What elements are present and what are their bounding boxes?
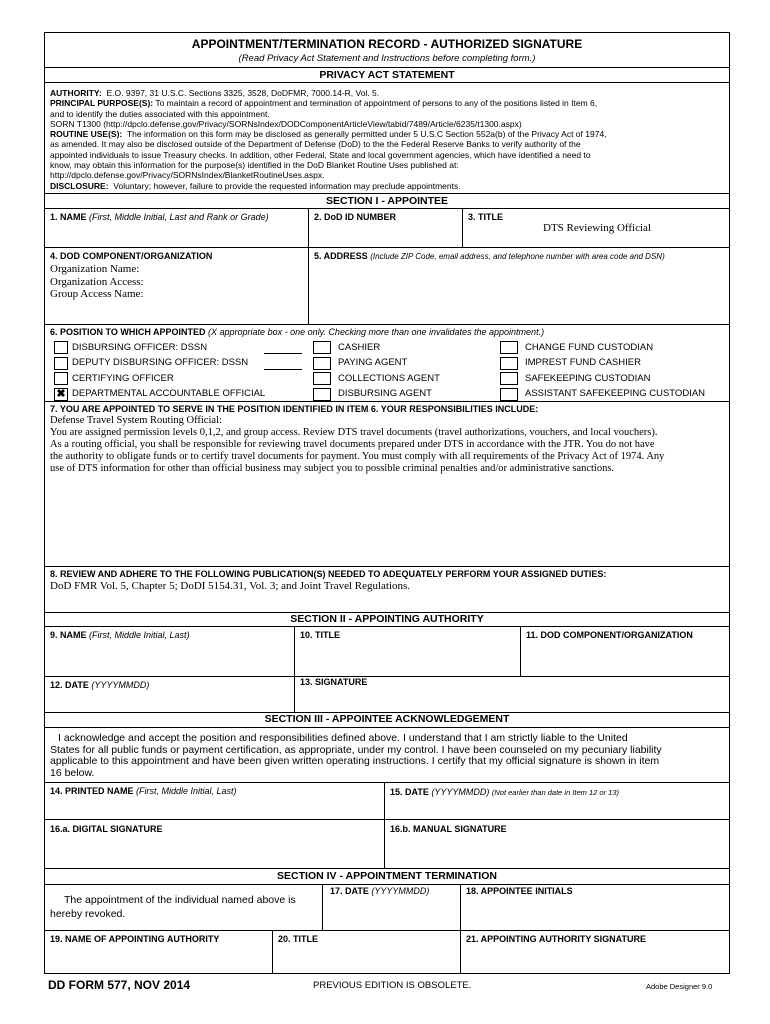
item4-organization-field[interactable] xyxy=(50,263,304,301)
privacy-heading: PRIVACY ACT STATEMENT xyxy=(319,69,455,81)
section3-heading: SECTION III - APPOINTEE ACKNOWLEDGEMENT xyxy=(264,713,510,725)
item17-label: 17. DATE (YYYYMMDD) xyxy=(330,886,430,896)
form-id: DD FORM 577, NOV 2014 xyxy=(48,978,191,992)
revocation-line: The appointment of the individual named above is xyxy=(64,894,296,906)
authority-text: E.O. 9397, 31 U.S.C. Sections 3325, 3528, DoDFMR, 7000.14-R, Vol. 5. xyxy=(106,88,380,98)
item2-label: 2. DoD ID NUMBER xyxy=(314,212,397,222)
routine-uses-link[interactable]: http://dpclo.defense.gov/Privacy/SORNsIndex/BlanketRoutineUses.aspx. xyxy=(50,170,325,181)
item8-label: 8. REVIEW AND ADHERE TO THE FOLLOWING PUBLICATION(S) NEEDED TO ADEQUATELY PERFORM YOUR ASSIGNED DUTIES: xyxy=(50,569,607,579)
option-assistant-safekeeping-custodian: ASSISTANT SAFEKEEPING CUSTODIAN xyxy=(525,388,706,399)
checkbox-paying-agent[interactable] xyxy=(313,357,331,370)
item20-title-field[interactable] xyxy=(274,946,458,973)
section1-heading: SECTION I - APPOINTEE xyxy=(325,195,449,207)
item21-signature-field[interactable] xyxy=(462,946,728,973)
item3-label: 3. TITLE xyxy=(468,212,504,222)
responsibility-line: Defense Travel System Routing Official: xyxy=(50,415,222,426)
item15-label: 15. DATE (YYYYMMDD) (Not earlier than date in Item 12 or 13) xyxy=(390,787,620,797)
routine-text-2: as amended. It may also be disclosed outside of the Department of Defense (DoD) to the the Federal Reserve Banks to verify authority of the xyxy=(50,139,581,150)
checkbox-disbursing-agent[interactable] xyxy=(313,388,331,401)
option-imprest-fund-cashier: IMPREST FUND CASHIER xyxy=(525,357,641,368)
option-certifying-officer: CERTIFYING OFFICER xyxy=(72,373,174,384)
acknowledgement-line: I acknowledge and accept the position and responsibilities defined above. I understand that I am strictly liable to the United xyxy=(58,732,628,744)
item17-date-field[interactable] xyxy=(324,898,458,929)
item4-label: 4. DOD COMPONENT/ORGANIZATION xyxy=(50,251,213,261)
acknowledgement-text xyxy=(50,733,726,779)
item13-signature-field[interactable] xyxy=(296,690,728,712)
designer-note: Adobe Designer 9.0 xyxy=(646,982,713,991)
checkbox-cashier[interactable] xyxy=(313,341,331,354)
item7-label: 7. YOU ARE APPOINTED TO SERVE IN THE POSITION IDENTIFIED IN ITEM 6. YOUR RESPONSIBILITIES INCLUDE: xyxy=(50,404,539,414)
item15-date-field[interactable] xyxy=(386,799,728,818)
item14-printed-name-field[interactable] xyxy=(46,798,382,818)
item7-responsibilities-field[interactable] xyxy=(50,415,726,475)
routine-text: The information on this form may be disclosed as generally permitted under 5 U.S.C Section 552a(b) of the Privacy Act of 1974, xyxy=(126,129,607,140)
checkbox-imprest-fund-cashier[interactable] xyxy=(500,357,518,370)
option-departmental-accountable-official: DEPARTMENTAL ACCOUNTABLE OFFICIAL xyxy=(72,388,266,399)
checkbox-change-fund-custodian[interactable] xyxy=(500,341,518,354)
responsibility-line: use of DTS information for other than official business may subject you to possible criminal penalties and/or administrative sanctions. xyxy=(50,463,615,474)
purpose-text-2: and to identify the duties associated with this appointment. xyxy=(50,108,270,119)
item1-name-field[interactable] xyxy=(46,224,306,246)
item5-label: 5. ADDRESS (Include ZIP Code, email address, and telephone number with area code and DSN) xyxy=(314,251,665,261)
item2-dod-id-field[interactable] xyxy=(310,224,460,246)
item19-name-field[interactable] xyxy=(46,946,270,973)
group-access-line: Group Access Name: xyxy=(50,288,144,301)
responsibility-line: As a routing official, you shall be responsible for reviewing travel documents prepared under DTS in accordance with the JTR. You do not have xyxy=(50,439,655,450)
checkbox-assistant-safekeeping-custodian[interactable] xyxy=(500,388,518,401)
option-safekeeping-custodian: SAFEKEEPING CUSTODIAN xyxy=(525,373,651,384)
item19-label: 19. NAME OF APPOINTING AUTHORITY xyxy=(50,934,220,944)
routine-text-3: appointed individuals to issue Treasury checks. In addition, other Federal, State and local government agencies, which have identified a need to xyxy=(50,149,591,160)
item14-label: 14. PRINTED NAME (First, Middle Initial, Last) xyxy=(50,786,237,796)
purpose-label: PRINCIPAL PURPOSE(S): xyxy=(50,98,154,109)
routine-label: ROUTINE USE(S): xyxy=(50,129,123,140)
form-title: APPOINTMENT/TERMINATION RECORD - AUTHORIZED SIGNATURE xyxy=(191,37,583,51)
authority-label: AUTHORITY: xyxy=(50,88,102,98)
option-disbursing-officer: DISBURSING OFFICER: DSSN xyxy=(72,342,208,353)
dssn-field-2[interactable] xyxy=(264,369,302,370)
revocation-line: hereby revoked. xyxy=(50,908,126,920)
acknowledgement-line: 16 below. xyxy=(50,766,95,779)
item10-title-field[interactable] xyxy=(296,642,518,674)
item5-address-field[interactable] xyxy=(310,263,728,323)
option-disbursing-agent: DISBURSING AGENT xyxy=(338,388,432,399)
item12-label: 12. DATE (YYYYMMDD) xyxy=(50,680,150,690)
disclosure-label: DISCLOSURE: xyxy=(50,180,109,191)
item18-label: 18. APPOINTEE INITIALS xyxy=(466,886,573,896)
form-subtitle: (Read Privacy Act Statement and Instructions before completing form.) xyxy=(238,53,536,64)
item13-label: 13. SIGNATURE xyxy=(300,677,368,687)
item12-date-field[interactable] xyxy=(46,692,292,712)
purpose-text: To maintain a record of appointment and termination of appointment of persons to any of the positions listed in Item 6, xyxy=(155,98,598,109)
item16b-label: 16.b. MANUAL SIGNATURE xyxy=(390,824,507,834)
item16a-digital-signature-field[interactable] xyxy=(46,836,382,867)
disclosure-text: Voluntary; however, failure to provide the requested information may preclude appointments. xyxy=(113,180,461,191)
item11-organization-field[interactable] xyxy=(522,642,728,674)
option-collections-agent: COLLECTIONS AGENT xyxy=(338,373,440,384)
privacy-statement xyxy=(50,88,726,191)
option-cashier: CASHIER xyxy=(338,342,381,353)
section2-heading: SECTION II - APPOINTING AUTHORITY xyxy=(290,613,484,625)
sorn-link[interactable]: SORN T1300 (http://dpclo.defense.gov/Privacy/SORNsIndex/DODComponentArticleView/tabid/7489/Article/6235/t1300.aspx) xyxy=(50,118,522,129)
responsibility-line: You are assigned permission levels 0,1,2, and group access. Review DTS travel documents (travel authorizations, vouchers, and local vouchers). xyxy=(50,427,658,438)
item20-label: 20. TITLE xyxy=(278,934,319,944)
checkbox-deputy-disbursing-officer[interactable] xyxy=(54,357,68,370)
item11-label: 11. DOD COMPONENT/ORGANIZATION xyxy=(526,630,693,640)
acknowledgement-line: States for all public funds or payment certification, as appropriate, under my control. I have been counseled on my pecuniary liability xyxy=(50,743,662,756)
item8-publications-field[interactable]: DoD FMR Vol. 5, Chapter 5; DoDI 5154.31, Vol. 3; and Joint Travel Regulations. xyxy=(50,580,411,592)
item1-label: 1. NAME (First, Middle Initial, Last and Rank or Grade) xyxy=(50,212,269,222)
checkbox-certifying-officer[interactable] xyxy=(54,372,68,385)
item18-initials-field[interactable] xyxy=(462,898,728,929)
item10-label: 10. TITLE xyxy=(300,630,341,640)
responsibility-line: the authority to obligate funds or to certify travel documents for payment. You must comply with all requirements of the Privacy Act of 1974. Any xyxy=(50,451,665,462)
org-name-line: Organization Name: xyxy=(50,263,140,275)
item9-name-field[interactable] xyxy=(46,642,292,674)
option-paying-agent: PAYING AGENT xyxy=(338,357,408,368)
acknowledgement-line: applicable to this appointment and have been given written operating instructions. I certify that my official signature is shown in item xyxy=(50,755,660,768)
checkbox-safekeeping-custodian[interactable] xyxy=(500,372,518,385)
item3-title-field[interactable]: DTS Reviewing Official xyxy=(543,222,651,234)
item9-label: 9. NAME (First, Middle Initial, Last) xyxy=(50,630,190,640)
checkbox-collections-agent[interactable] xyxy=(313,372,331,385)
routine-text-4: know, may obtain this information for the purpose(s) identified in the DoD Blanket Routine Uses published at: xyxy=(50,160,459,171)
revocation-text xyxy=(50,893,320,921)
checkbox-departmental-accountable-official[interactable]: ✖ xyxy=(54,388,68,401)
dssn-field-1[interactable] xyxy=(264,353,302,354)
item6-label: 6. POSITION TO WHICH APPOINTED (X appropriate box - one only. Checking more than one invalidates the appointment.) xyxy=(50,327,545,337)
item21-label: 21. APPOINTING AUTHORITY SIGNATURE xyxy=(466,934,647,944)
option-change-fund-custodian: CHANGE FUND CUSTODIAN xyxy=(525,342,654,353)
obsolete-notice: PREVIOUS EDITION IS OBSOLETE. xyxy=(313,980,472,991)
item16a-label: 16.a. DIGITAL SIGNATURE xyxy=(50,824,163,834)
item16b-manual-signature-field[interactable] xyxy=(386,836,728,867)
checkbox-disbursing-officer[interactable] xyxy=(54,341,68,354)
section4-heading: SECTION IV - APPOINTMENT TERMINATION xyxy=(277,870,497,882)
option-deputy-disbursing-officer: DEPUTY DISBURSING OFFICER: DSSN xyxy=(72,357,249,368)
org-access-line: Organization Access: xyxy=(50,275,144,288)
